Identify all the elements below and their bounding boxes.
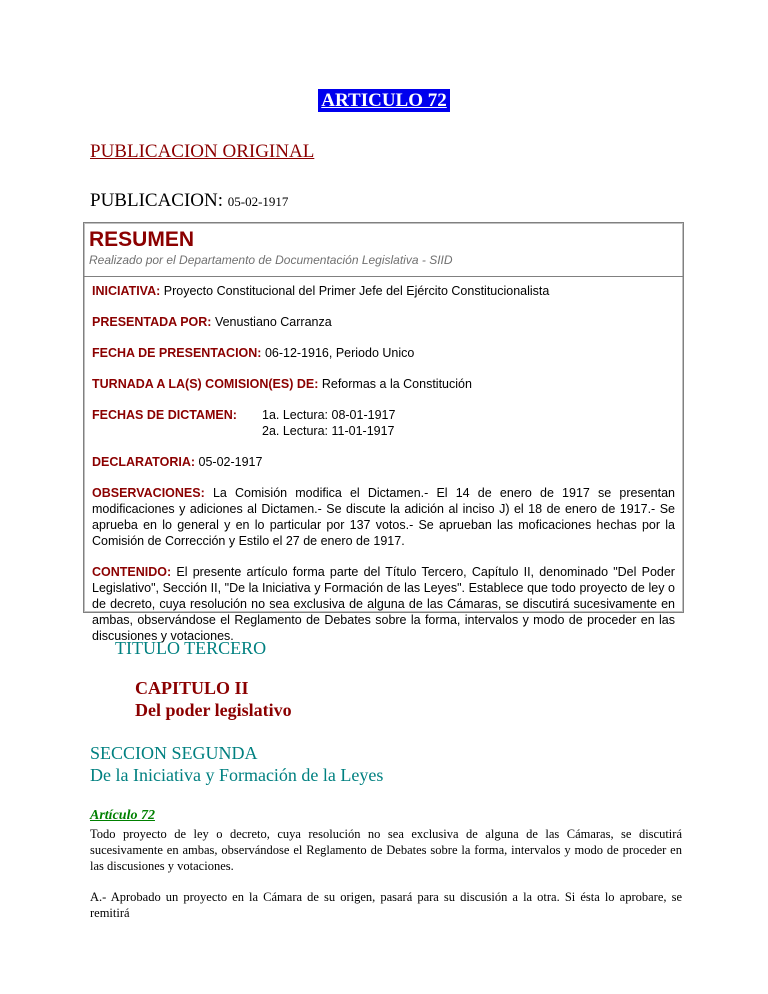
- presentada-value: Venustiano Carranza: [214, 315, 332, 329]
- contenido-row: [92, 564, 675, 644]
- observaciones-label: OBSERVACIONES:: [92, 486, 205, 500]
- article-body: [90, 826, 682, 936]
- resumen-heading: RESUMEN: [89, 228, 195, 251]
- capitulo-heading: CAPITULO II: [135, 678, 249, 698]
- declaratoria-value: 05-02-1917: [198, 455, 263, 469]
- dictamen-values: [262, 407, 395, 439]
- resumen-header: [84, 223, 683, 277]
- publicacion-date: 05-02-1917: [227, 194, 289, 209]
- article-title[interactable]: ARTICULO 72: [318, 89, 450, 112]
- iniciativa-value: Proyecto Constitucional del Primer Jefe del Ejército Constitucionalista: [163, 284, 550, 298]
- capitulo-block: [135, 677, 292, 721]
- turnada-value: Reformas a la Constitución: [321, 377, 472, 391]
- declaratoria-label: DECLARATORIA:: [92, 455, 196, 469]
- dictamen-first-reading: 1a. Lectura: 08-01-1917: [262, 408, 396, 422]
- iniciativa-label: INICIATIVA:: [92, 284, 161, 298]
- fecha-value: 06-12-1916, Periodo Unico: [264, 346, 415, 360]
- article-title-block: [0, 90, 768, 112]
- capitulo-subheading: Del poder legislativo: [135, 700, 292, 720]
- observaciones-row: [92, 485, 675, 549]
- seccion-subheading: De la Iniciativa y Formación de la Leyes: [90, 765, 384, 785]
- article-paragraph-2: A.- Aprobado un proyecto en la Cámara de su origen, pasará para su discusión a la otra. Si ésta lo aprobare, se remitirá: [90, 890, 682, 920]
- contenido-value: El presente artículo forma parte del Título Tercero, Capítulo II, denominado "Del Poder Legislativo", Sección II, "De la Iniciativa y Formación de las Leyes". Establece que todo proyecto de ley o de decreto, cuya resolución no sea exclusiva de alguna de las Cámaras, se discutirá sucesivamente en ambas, observándose el Reglamento de Debates sobre la forma, intervalos y modo de proceder en las discusiones y votaciones.: [92, 565, 675, 643]
- resumen-subtitle: Realizado por el Departamento de Documentación Legislativa - SIID: [89, 253, 453, 267]
- presentada-row: [92, 314, 675, 330]
- observaciones-value: La Comisión modifica el Dictamen.- El 14 de enero de 1917 se presentan modificaciones y adiciones al Dictamen.- Se discute la adición al inciso J) el 18 de enero de 1917.- Se aprueba en lo general y en lo particular por 137 votos.- Se aprueban las moficaciones hechas por la Comisión de Corrección y Estilo el 27 de enero de 1917.: [92, 486, 675, 548]
- publicacion-line: [90, 190, 288, 212]
- iniciativa-row: [92, 283, 675, 299]
- fecha-row: [92, 345, 675, 361]
- dictamen-second-reading: 2a. Lectura: 11-01-1917: [262, 424, 395, 438]
- publicacion-original-link[interactable]: PUBLICACION ORIGINAL: [90, 141, 315, 162]
- fecha-label: FECHA DE PRESENTACION:: [92, 346, 262, 360]
- turnada-label: TURNADA A LA(S) COMISION(ES) DE:: [92, 377, 319, 391]
- presentada-label: PRESENTADA POR:: [92, 315, 212, 329]
- declaratoria-row: [92, 454, 675, 470]
- contenido-label: CONTENIDO:: [92, 565, 172, 579]
- seccion-heading: SECCION SEGUNDA: [90, 743, 258, 763]
- dictamen-row: [92, 407, 675, 439]
- resumen-box: [83, 222, 684, 643]
- resumen-body: [84, 277, 683, 644]
- seccion-block: [90, 742, 383, 786]
- titulo-heading: TITULO TERCERO: [115, 638, 267, 658]
- turnada-row: [92, 376, 675, 392]
- dictamen-label: FECHAS DE DICTAMEN:: [92, 408, 237, 422]
- article-paragraph-1: Todo proyecto de ley o decreto, cuya resolución no sea exclusiva de alguna de las Cámaras, se discutirá sucesivamente en ambas, observándose el Reglamento de Debates sobre la forma, intervalos y modo de proceder en las discusiones y votaciones.: [90, 827, 682, 873]
- articulo-link[interactable]: Artículo 72: [90, 808, 155, 823]
- publicacion-label: PUBLICACION:: [90, 190, 224, 211]
